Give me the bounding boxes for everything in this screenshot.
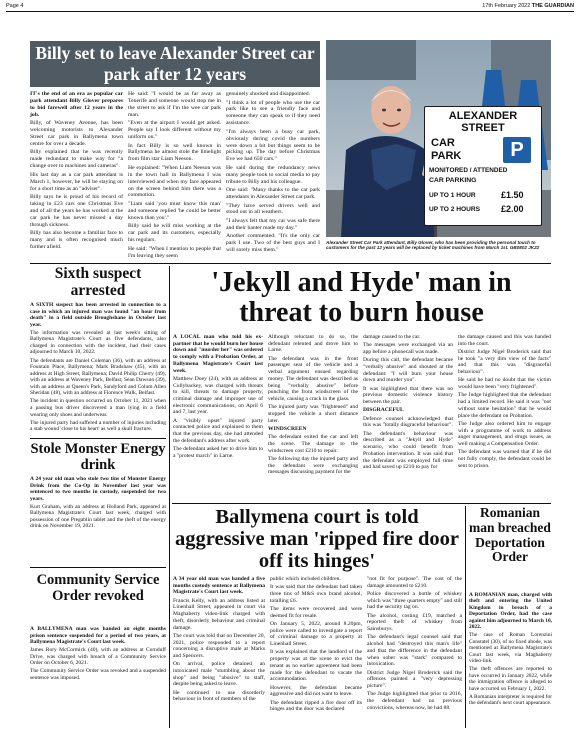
- ballymena-col-3: [367, 576, 462, 728]
- stole-lead: A 24 year old man who stole two tins of Monster Energy Drink from the Co-Op in November last year was sentenced to two months in custody, suspended for two years.: [30, 476, 166, 502]
- sign-line: CAR PARKING: [429, 177, 477, 184]
- ballymena-para: However, the defendant became aggressive and did not want to leave.: [270, 684, 362, 698]
- section-rule: [172, 503, 551, 504]
- paper-name: THE GUARDIAN: [531, 3, 574, 9]
- jekyll-para: A "visibly upset" injured party contacted police and explained to them that the previous day, she had attended the defendant's address after work.: [173, 417, 263, 444]
- ballymena-para: Francis Kelly, with an address listed at Linenhall Street, appeared in court via Maghaberry video-link charged with theft, disorderly behaviour and criminal damage.: [173, 597, 265, 631]
- issue-date-and-paper: [482, 3, 574, 9]
- header-rule: [6, 11, 574, 12]
- sixth-para: The incident in question occurred on October 11, 2021 when a passing bus driver discovered a man lying in a field wearing only shoes and underwear.: [30, 398, 166, 418]
- billy-para: "Liam said 'you must know this man' and someone replied 'he could be better known than you'.": [128, 200, 221, 221]
- sixth-lead: A SIXTH suspect has been arrested in connection to a case in which an injured man was found "an hour from death" in a field outside Broughshane in October last year.: [30, 302, 166, 328]
- billy-para: He said during the redundancy news many people took to social media to pay tribute to Billy and his colleague.: [226, 164, 320, 185]
- car-park-sign: [424, 106, 542, 226]
- jekyll-para: Defence counsel acknowledged that this was "totally disgraceful behaviour".: [363, 415, 453, 429]
- romanian-lead: A ROMANIAN man, charged with theft and entering the United Kingdom in breach of a Deportation Order, had the case against him adjourned to March 10, 2022.: [469, 592, 552, 631]
- ballymena-para: The defendant ripped a fire door off its hinges and the door was declared: [270, 699, 362, 713]
- page-number: Page 4: [6, 3, 24, 9]
- jekyll-col-2: [268, 334, 358, 500]
- ballymena-headline: Ballymena court is told aggressive man 'ripped fire door off its hinges': [175, 506, 459, 572]
- sixth-para: The defendants are Daniel Coleman (36), with an address at Fountain Place, Ballymena; Mark Bradshaw (45), with an address at High Street, Ballymena; David Philip Cherry (49), with an address at Waveney Park, Belfast; Sean Dawson (39), with an address at Queen's Park, Sandyford and Colum Allen Sheridan (48), with an address at Florence Walk, Belfast.: [30, 357, 166, 397]
- jekyll-para: The defendant's behaviour was described as a "Jekyll and Hyde" scenario, who could benefit from Probation intervention. It was said that the defendant was employed full time and had saved up £210 to pay for: [363, 430, 453, 471]
- jekyll-para: The injured party was "frightened" and stopped the vehicle a short distance later.: [268, 404, 358, 424]
- ballymena-col-1: [173, 576, 265, 728]
- csorder-para: James Rory McCormick (40), with an address at Cornduff Drive, was charged with breach of a Community Service Order on October 6, 2021.: [30, 647, 166, 667]
- ballymena-lead: A 34 year old man was handed a five months custody sentence at Ballymena Magistrate's Court last week.: [173, 576, 265, 596]
- ballymena-para: "not fit for purpose". The cost of the damage amounted to £210.: [367, 576, 462, 589]
- sign-line: MONITORED / ATTENDED: [429, 167, 508, 174]
- csorder-lead: A BALLYMENA man was handed an eight months prison sentence suspended for a period of two years, at Ballymena Magistrate's Court last week.: [30, 626, 166, 646]
- section-rule: [30, 438, 166, 439]
- ballymena-para: He continued to use disorderly behaviour in front of members of the: [173, 689, 265, 703]
- ballymena-para: The items were recovered and were deemed fit for resale.: [270, 606, 362, 619]
- sign-line: PARK: [431, 150, 462, 162]
- csorder-headline: Community Service Order revoked: [36, 572, 160, 604]
- billy-para: Billy explained that he was recently made redundant to make way for "a change over to machines and cameras".: [30, 149, 123, 170]
- ballymena-para: The alcohol, costing £19, matched a reported theft of whiskey from Sainsburys.: [367, 612, 462, 633]
- jekyll-col-4: [458, 334, 551, 500]
- jekyll-para: He said he had no doubt that the victim would have been "very frightened".: [458, 377, 551, 391]
- ballymena-para: It was explained that the landlord of the property was at the scene to evict the tenant as no earlier agreement had been made for the defendant to vacate the accommodation.: [270, 649, 362, 683]
- jekyll-para: The defendant asked her to drive him to a "protest march" in Larne.: [173, 446, 263, 459]
- column-divider: [169, 266, 170, 728]
- sixth-para: The information was revealed at last week's sitting of Ballymena Magistrate's Court as five defendants, also charged in connection with the incident, had their cases adjourned to March 10, 2022.: [30, 329, 166, 356]
- jekyll-para: Matthew Doey (24), with an address at Cullybackey, was charged with threats to kill, threats to damage property, criminal damage and improper use of electronic communications, on April 6 and 7, last year.: [173, 375, 263, 416]
- section-rule: [30, 263, 551, 264]
- sign-tariff-price: £2.00: [501, 204, 524, 214]
- ballymena-para: On January 5, 2022, around 8.20pm, police were called to investigate a report of criminal damage to a property at Linenhall Street.: [270, 621, 362, 648]
- billy-para: genuinely shocked and disappointed.: [226, 91, 311, 97]
- sixth-para: The injured party had suffered a number of injuries including a stab wound 'close to his heart' as well a skull fracture.: [30, 419, 166, 433]
- billy-col-1: [30, 91, 123, 259]
- jekyll-col-3: [363, 334, 453, 500]
- ballymena-para: Police discovered a bottle of whiskey which was "three quarters empty" and still had the security tag on.: [367, 591, 462, 611]
- billy-para: In fact Billy is so well known in Ballymena he almost stole the limelight from film star Liam Neeson.: [128, 142, 221, 163]
- jekyll-para: During this call, the defendant became "verbally abusive" and shouted at the defendant: "I will burn your house down and murder you".: [363, 357, 453, 384]
- sign-tariff-label: UP TO 2 HOURS: [429, 206, 481, 213]
- jekyll-para: The Judge highlighted that the defendant had a limited record. He said it was "not without some hesitation" that he would place the defendant on Probation.: [458, 392, 551, 419]
- billy-para: "I'm always been a busy car park, obviously during covid the numbers were down a bit but things seem to be picking up. The day before Christmas Eve we had 650 cars.": [226, 128, 320, 163]
- romanian-para: The case of Roman Lorenzini Constatel (30), of no fixed abode, was mentioned at Ballymena Magistrate's Court last week, via Maghaberry video-link.: [469, 632, 552, 665]
- jekyll-para: the damage caused and this was handed into the court.: [458, 334, 551, 347]
- billy-para: "I think a lot of people who use the car park like to see a friendly face and someone they can speak to if they need assistance.: [226, 99, 320, 127]
- sign-line: ALEXANDER: [448, 110, 518, 122]
- section-rule: [30, 567, 166, 568]
- jekyll-para: The defendant was in the front passenger seat of the vehicle and a verbal argument ensued regarding money. The defendant was described as being "verbally abusive" before punching the front windscreen of the vehicle, causing a crack in the glass.: [268, 355, 358, 402]
- jekyll-para: damage caused to the car.: [363, 334, 421, 340]
- csorder-para: The Community Service Order was revoked and a suspended sentence was imposed.: [30, 668, 166, 682]
- billy-col-2: [128, 91, 221, 259]
- billy-para: "I always felt that my car was safe there and their banter made my day.": [226, 217, 320, 231]
- parking-icon: P: [503, 137, 531, 163]
- page-header: [6, 3, 574, 11]
- jekyll-para: The defendant exited the car and left the scene. The damage to the windscreen cost £210 to repair.: [268, 434, 358, 454]
- billy-para: One said: "Many thanks to the car park attendants in Alexander Street car park.: [226, 187, 320, 201]
- csorder-body: [30, 626, 166, 726]
- romanian-body: [469, 592, 552, 728]
- billy-para: Another commented: "It's the only car park I use. Two of the best guys and I will sorely miss them.": [226, 233, 320, 254]
- jekyll-headline: 'Jekyll and Hyde' man in threat to burn house: [211, 267, 512, 328]
- stole-headline: Stole Monster Energy drink: [30, 441, 166, 473]
- billy-para: "They have served drivers well and stood out in all weathers.: [226, 202, 320, 216]
- jekyll-subhead: DISGRACEFUL: [363, 407, 404, 414]
- billy-para: "Even at the airport I would get asked. People say I look different without my uniform on.": [128, 120, 221, 141]
- stole-para: Kurt Graham, with an address at Holland Park, appeared at Ballymena Magistrate's Court last week, charged with possession of one Pregablin tablet and the theft of the energy drink on November 19, 2021.: [30, 503, 166, 530]
- ballymena-para: public which included children.: [270, 576, 341, 582]
- billy-photo-caption: Alexander Street Car Park attendant, Billy Glover, who has been providing the personal touch to customers for the past 12 years will be replaced by ticket machines from March 1st. GB0802 JK22: [326, 240, 540, 251]
- column-divider: [465, 506, 466, 728]
- sign-tariff-price: £1.50: [501, 190, 524, 200]
- jekyll-para: It was highlighted that there was no previous domestic violence history between the pair.: [363, 385, 453, 406]
- billy-para: Billy, of Waveney Avenue, has been welcoming motorists to Alexander Street car park in Ballymena town centre for over a decade.: [30, 120, 123, 147]
- billy-para: He said: "When I mention to people that I'm leaving they seem: [128, 245, 221, 259]
- jekyll-subhead: WINDSCREEN: [268, 425, 307, 432]
- sixth-body: [30, 302, 166, 437]
- romanian-para: A Romanian interpreter is required for the defendant's next court appearance.: [469, 693, 552, 707]
- billy-col-3: [226, 91, 320, 259]
- jekyll-para: The following day the injured party and the defendant were exchanging messages discussing payment for the: [268, 455, 358, 476]
- ballymena-para: District Judge Nigel Broderick said the offences painted a "very depressing picture".: [367, 669, 462, 689]
- billy-lead: IT's the end of an era as popular car park attendant Billy Glover prepares to bid farewell after 12 years in the job.: [30, 91, 123, 118]
- billy-para: His last day as a car park attendant is March 1, however, he will be staying on for a short time as an "adviser".: [30, 171, 123, 192]
- billy-para: Billy said he will miss working at the car park and its customers, especially his regulars.: [128, 223, 221, 244]
- jekyll-para: The defendant was warned that if he did not fully comply, the defendant could be sent to prison.: [458, 449, 551, 469]
- ballymena-para: The court was told that on December 20, 2021, police responded to a report concerning a disruptive male at Marks and Spencers.: [173, 632, 265, 659]
- ballymena-para: The Judge highlighted that prior to 2016, the defendant had no previous convictions, whereas now, he had 88.: [367, 691, 462, 711]
- stole-body: [30, 476, 166, 564]
- sign-line: STREET: [461, 122, 505, 134]
- jekyll-para: The messages were exchanged via an app before a phonecall was made.: [363, 342, 453, 355]
- sixth-headline: Sixth suspect arrested: [54, 265, 142, 299]
- billy-para: Billy has also become a familiar face to many and is often recognised much further afield.: [30, 230, 123, 250]
- billy-para: He said: "I would be as far away as Tenerife and someone would stop me in the street to ask if I'm the wee car park man.: [128, 91, 221, 118]
- billy-photo: [326, 40, 551, 237]
- jekyll-para: District Judge Nigel Broderick said that he took "a very dim view of the facts" and that this was "disgraceful behaviour".: [458, 349, 551, 376]
- ballymena-col-2: [270, 576, 362, 728]
- jekyll-para: The Judge also ordered him to engage with a programme of work to address anger management, and drugs issues, as well making a Compensation Order.: [458, 420, 551, 447]
- jekyll-col-1: [173, 334, 263, 500]
- billy-headline: Billy set to leave Alexander Street car park after 12 years: [30, 41, 320, 87]
- sign-tariff-label: UP TO 1 HOUR: [429, 192, 476, 199]
- jekyll-lead: A LOCAL man who told his ex-partner that he would burn her house down and "murder her" was ordered to comply with a Probation Order, at Ballymena Magistrate's Court last week.: [173, 334, 263, 374]
- billy-para: Billy says he is proud of his record of taking in £23 cars one Christmas Eve and of all the years he has worked at the car park he has never missed a day through sickness.: [30, 194, 123, 228]
- issue-date: 17th February 2022: [482, 3, 531, 9]
- ballymena-para: It was said that the defendant had taken three tins of M&S own brand alcohol, totalling £6.: [270, 584, 362, 604]
- ballymena-para: On arrival, police detained an intoxicated male "stumbling about the shop" and being "abusive" to staff, despite being asked to leave.: [173, 661, 265, 688]
- sign-line: CAR: [431, 137, 455, 149]
- billy-para: He explained: "When Liam Neeson was in the town hall in Ballymena I was interviewed and when my face appeared on the screen behind him there was a commotion.: [128, 164, 221, 199]
- romanian-headline: Romanian man breached Deportation Order: [469, 505, 551, 565]
- romanian-para: The theft offences are reported to have occurred in January 2022, while the immigration offence is alleged to have occurred on February 1, 2022.: [469, 666, 552, 692]
- ballymena-para: The defendant's legal counsel said that alcohol had "destroyed this man's life" and that the difference in the defendant when sober was "stark" compared to intoxication.: [367, 634, 462, 668]
- jekyll-para: Although reluctant to do so, the defendant relented and drove him to Larne.: [268, 334, 358, 354]
